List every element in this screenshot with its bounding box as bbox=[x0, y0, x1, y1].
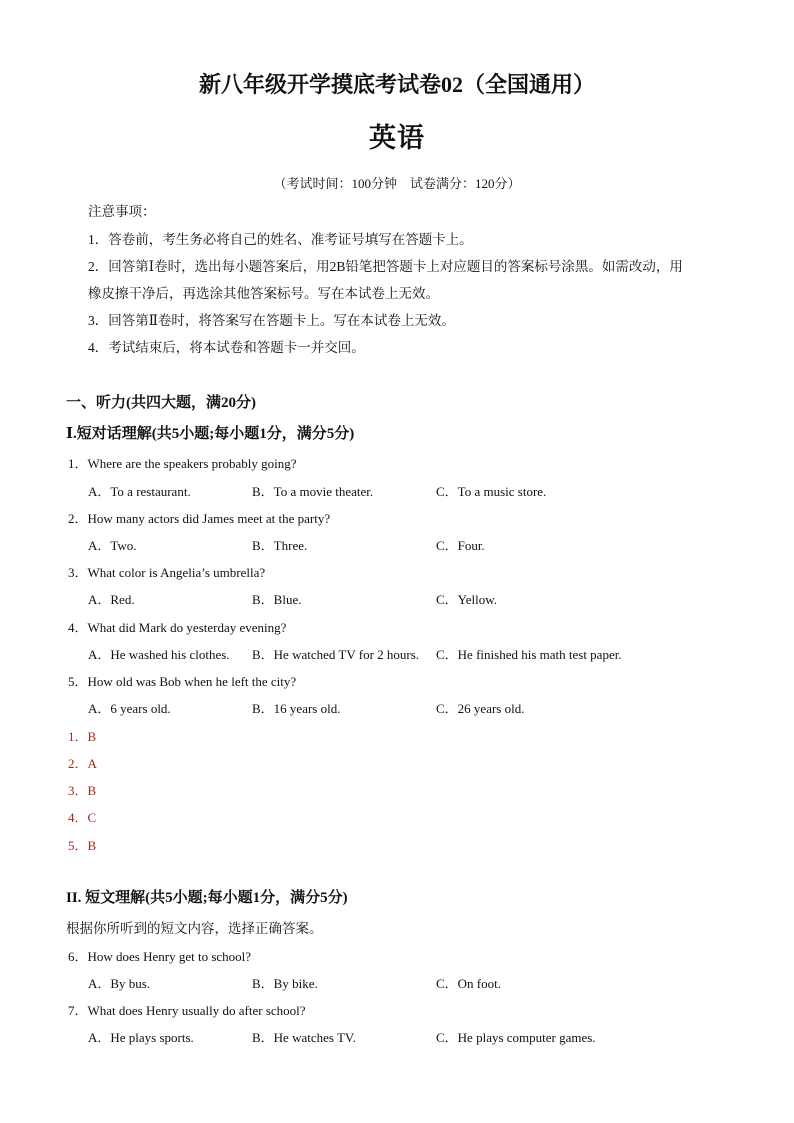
part-ii-heading: II. 短文理解(共5小题;每小题1分，满分5分) bbox=[66, 890, 348, 906]
option-a: A．Red. bbox=[88, 592, 135, 607]
note-item-continued: 橡皮擦干净后，再选涂其他答案标号。写在本试卷上无效。 bbox=[88, 286, 439, 301]
option-c: C．Four. bbox=[436, 538, 485, 553]
option-c: C．Yellow. bbox=[436, 592, 498, 607]
option-c: C．On foot. bbox=[436, 976, 502, 991]
option-b: B．Blue. bbox=[252, 592, 302, 607]
section-heading-listening: 一、听力(共四大题，满20分) bbox=[66, 395, 256, 411]
notes-heading: 注意事项： bbox=[88, 204, 156, 219]
option-a: A．By bus. bbox=[88, 976, 151, 991]
part-i-heading: Ⅰ.短对话理解(共5小题;每小题1分，满分5分) bbox=[66, 426, 355, 442]
option-a: A．Two. bbox=[88, 538, 137, 553]
option-b: B．By bike. bbox=[252, 976, 318, 991]
question-text: 1．Where are the speakers probably going? bbox=[68, 456, 297, 471]
answer-item: 3．B bbox=[68, 783, 97, 798]
note-item: 1．答卷前，考生务必将自己的姓名、准考证号填写在答题卡上。 bbox=[88, 232, 473, 247]
option-a: A．He washed his clothes. bbox=[88, 647, 230, 662]
option-b: B．He watched TV for 2 hours. bbox=[252, 647, 420, 662]
option-c: C．26 years old. bbox=[436, 701, 525, 716]
answer-item: 4．C bbox=[68, 810, 97, 825]
note-item: 4．考试结束后，将本试卷和答题卡一并交回。 bbox=[88, 340, 365, 355]
part-ii-instruction: 根据你所听到的短文内容，选择正确答案。 bbox=[66, 921, 323, 936]
question-text: 7．What does Henry usually do after school? bbox=[68, 1003, 306, 1018]
option-c: C．He plays computer games. bbox=[436, 1030, 596, 1045]
answer-item: 2．A bbox=[68, 756, 97, 771]
question-text: 6．How does Henry get to school? bbox=[68, 949, 252, 964]
question-text: 4．What did Mark do yesterday evening? bbox=[68, 620, 287, 635]
note-item: 2．回答第Ⅰ卷时，选出每小题答案后，用2B铅笔把答题卡上对应题目的答案标号涂黑。如需改动，用 bbox=[88, 259, 683, 274]
option-c: C．He finished his math test paper. bbox=[436, 647, 622, 662]
note-item: 3．回答第Ⅱ卷时，将答案写在答题卡上。写在本试卷上无效。 bbox=[88, 313, 455, 328]
option-a: A．He plays sports. bbox=[88, 1030, 194, 1045]
option-a: A．To a restaurant. bbox=[88, 484, 191, 499]
option-c: C．To a music store. bbox=[436, 484, 547, 499]
option-a: A．6 years old. bbox=[88, 701, 171, 716]
exam-info: （考试时间：100分钟 试卷满分：120分） bbox=[273, 176, 521, 191]
page-title: 新八年级开学摸底考试卷02（全国通用） bbox=[198, 72, 595, 97]
answer-item: 5．B bbox=[68, 838, 97, 853]
subject-title: 英语 bbox=[369, 123, 425, 153]
option-b: B．To a movie theater. bbox=[252, 484, 374, 499]
question-text: 5．How old was Bob when he left the city? bbox=[68, 674, 297, 689]
answer-item: 1．B bbox=[68, 729, 97, 744]
option-b: B．16 years old. bbox=[252, 701, 341, 716]
option-b: B．Three. bbox=[252, 538, 308, 553]
question-text: 2．How many actors did James meet at the party? bbox=[68, 511, 331, 526]
option-b: B．He watches TV. bbox=[252, 1030, 356, 1045]
question-text: 3．What color is Angelia’s umbrella? bbox=[68, 565, 266, 580]
